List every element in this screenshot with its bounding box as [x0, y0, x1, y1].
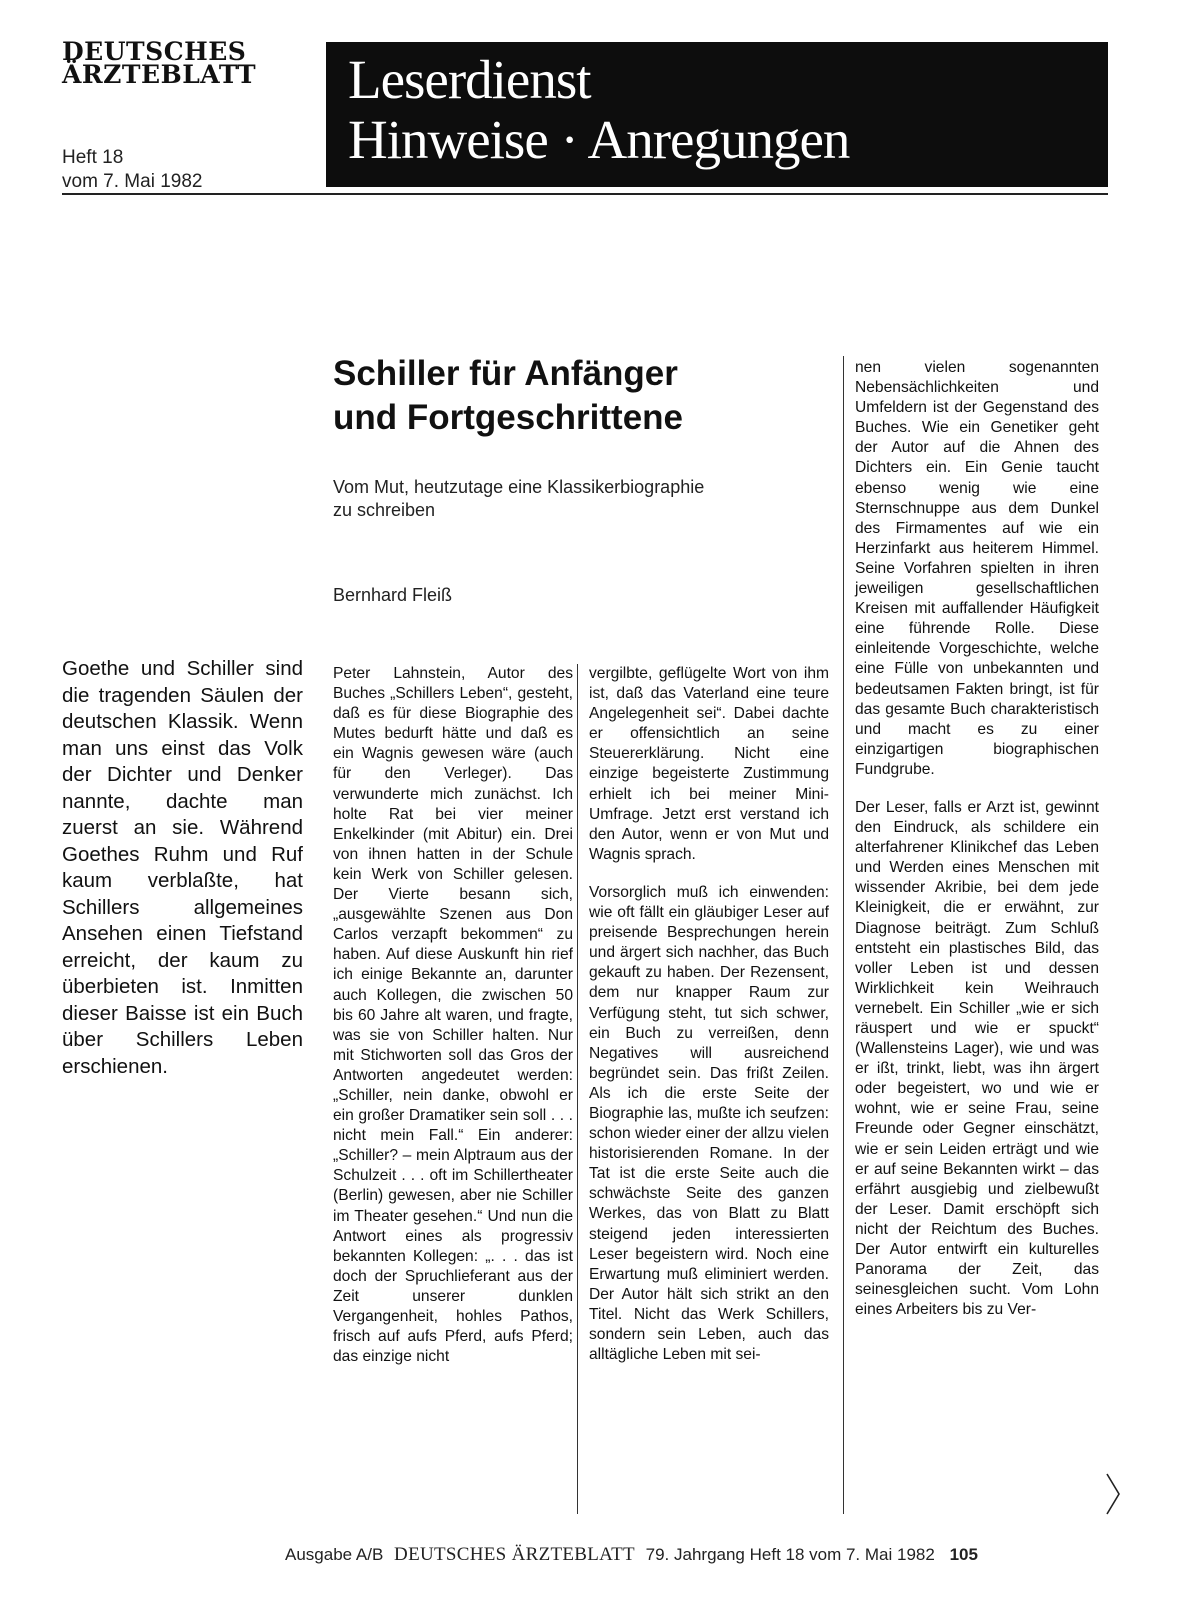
- column-divider-1: [577, 664, 578, 1514]
- issue-date: vom 7. Mai 1982: [62, 171, 203, 192]
- issue-info: [62, 146, 202, 194]
- article-title: [333, 352, 813, 440]
- continue-arrow-icon: [1105, 1472, 1121, 1516]
- masthead-line-2: ÄRZTEBLATT: [62, 60, 257, 89]
- article-author: Bernhard Fleiß: [333, 585, 453, 605]
- body-paragraph: nen vielen sogenannten Nebensächlichkeiten und Umfeldern ist der Gegenstand des Buches. Wie ein Genetiker geht der Autor auf die Ahnen des Dichters ein. Ein Genie taucht ebenso wenig wie eine Sternschnuppe aus dem Dunkel des Firmamentes auf wie ein Herzinfarkt aus heiterem Himmel. Seine Vorfahren spielten in ihren jeweiligen gesellschaftlichen Kreisen mit auffallender Häufigkeit eine führende Rolle. Diese einleitende Vorgeschichte, welche eine Fülle von unbekannten und bedeutsamen Fakten bringt, ist für das gesamte Buch charakteristisch und macht es zu einer einzigartigen biographischen Fundgrube.: [855, 359, 1099, 778]
- body-column-1: [333, 664, 573, 1367]
- article-title-line-2: und Fortgeschrittene: [333, 398, 684, 437]
- section-banner: [326, 42, 1108, 187]
- article-subtitle-line-2: zu schreiben: [333, 500, 436, 520]
- body-column-2: [589, 664, 829, 1365]
- body-paragraph: Vorsorglich muß ich einwenden: wie oft fällt ein gläubiger Leser auf preisende Besprechungen herein und ärgert sich nachher, das Buch gekauft zu haben. Der Rezensent, dem nur knapper Raum zur Verfügung steht, tut sich schwer, ein Buch zu verreißen, denn Negatives will ausreichend begründet sein. Das frißt Zeilen. Als ich die erste Seite der Biographie las, mußte ich seufzen: schon wieder einer der allzu vielen historisierenden Romane. In der Tat ist die erste Seite auch die schwächste Seite des ganzen Werkes, das von Blatt zu Blatt steigend jeden interessierten Leser begeistern wird. Noch eine Erwartung muß eliminiert werden. Der Autor hält sich strikt an den Titel. Nicht das Werk Schillers, sondern sein Leben, auch das alltägliche Leben mit sei-: [589, 883, 829, 1364]
- page-number: 105: [949, 1545, 978, 1564]
- article-intro: Goethe und Schiller sind die tragenden Säulen der deutschen Klassik. Wenn man uns einst das Volk der Dichter und Denker nannte, dachte man zuerst an sie. Während Goethes Ruhm und Ruf kaum verblaßte, hat Schillers allgemeines Ansehen einen Tiefstand erreicht, der kaum zu überbieten ist. Inmitten dieser Baisse ist ein Buch über Schillers Leben erschienen.: [62, 657, 303, 1078]
- header-rule: [62, 193, 1108, 195]
- issue-number: Heft 18: [62, 147, 124, 168]
- footer-edition: Ausgabe A/B: [285, 1545, 384, 1564]
- page-footer: [285, 1543, 1105, 1567]
- masthead-logo: [62, 37, 307, 89]
- banner-subtitle: Hinweise · Anregungen: [348, 109, 850, 170]
- body-paragraph: Der Leser, falls er Arzt ist, gewinnt den Eindruck, als schildere ein alterfahrener Klinikchef das Leben und Werden eines Menschen mit wissender Akribie, bei dem jede Kleinigkeit, die er erwähnt, zur Diagnose beiträgt. Zum Schluß entsteht ein plastisches Bild, das voller Leben ist und dessen Wirklichkeit kein Weihrauch vernebelt. Ein Schiller „wie er sich räuspert und wie er spuckt“ (Wallensteins Lager), wie und was er ißt, trinkt, liebt, was ihn ärgert oder begeistert, wo und wie er wohnt, wie er seine Frau, seine Freunde oder Gegner einschätzt, wie er sein Leiden erträgt und wie er auf seine Bekannten wirkt – das erfährt ausgiebig und zielbewußt der Leser. Damit erschöpft sich nicht der Reichtum des Buches. Der Autor entwirft ein kulturelles Panorama der Zeit, das seinesgleichen sucht. Vom Lohn eines Arbeiters bis zu Ver-: [855, 798, 1099, 1319]
- banner-title: Leserdienst: [348, 49, 591, 110]
- column-divider-2: [843, 356, 844, 1514]
- article-title-line-1: Schiller für Anfänger: [333, 354, 678, 393]
- footer-magazine: DEUTSCHES ÄRZTEBLATT: [394, 1544, 635, 1565]
- body-column-3: [855, 358, 1099, 1320]
- article-subtitle-line-1: Vom Mut, heutzutage eine Klassikerbiographie: [333, 477, 705, 497]
- article-subtitle: [333, 476, 813, 522]
- body-paragraph: vergilbte, geflügelte Wort von ihm ist, daß das Vaterland eine teure Angelegenheit sei“. Dabei dachte er offensichtlich an seine Steuererklärung. Nicht eine einzige begeisterte Zustimmung erhielt ich bei meiner Mini-Umfrage. Jetzt erst verstand ich den Autor, wenn er von Mut und Wagnis sprach.: [589, 665, 829, 863]
- body-paragraph: Peter Lahnstein, Autor des Buches „Schillers Leben“, gesteht, daß es für diese Biographie des Mutes bedurft hätte und daß es ein Wagnis gewesen wäre (auch für den Verleger). Das verwunderte mich zunächst. Ich holte Rat bei vier meiner Enkelkinder (mit Abitur) ein. Drei von ihnen hatten in der Schule kein Werk von Schiller gelesen. Der Vierte besann sich, „ausgewählte Szenen aus Don Carlos verzapft bekommen“ zu haben. Auf diese Auskunft hin rief ich einige Bekannte an, darunter auch Kollegen, die zwischen 50 bis 60 Jahre alt waren, und fragte, was sie von Schiller halten. Nur mit Stichworten soll das Gros der Antworten angedeutet werden: „Schiller, nein danke, obwohl er ein großer Dramatiker sein soll . . . nicht mein Fall.“ Ein anderer: „Schiller? – mein Alptraum aus der Schulzeit . . . oft im Schillertheater (Berlin) gewesen, aber nie Schiller im Theater gesehen.“ Und nun die Antwort eines als progressiv bekannten Kollegen: „. . . das ist doch der Spruchlieferant aus der Zeit unserer dunklen Vergangenheit, hohles Pathos, frisch auf aufs Pferd, aufs Pferd; das einzige nicht: [333, 665, 573, 1366]
- footer-volume: 79. Jahrgang Heft 18 vom 7. Mai 1982: [645, 1545, 935, 1564]
- masthead-line-1: DEUTSCHES: [62, 37, 247, 66]
